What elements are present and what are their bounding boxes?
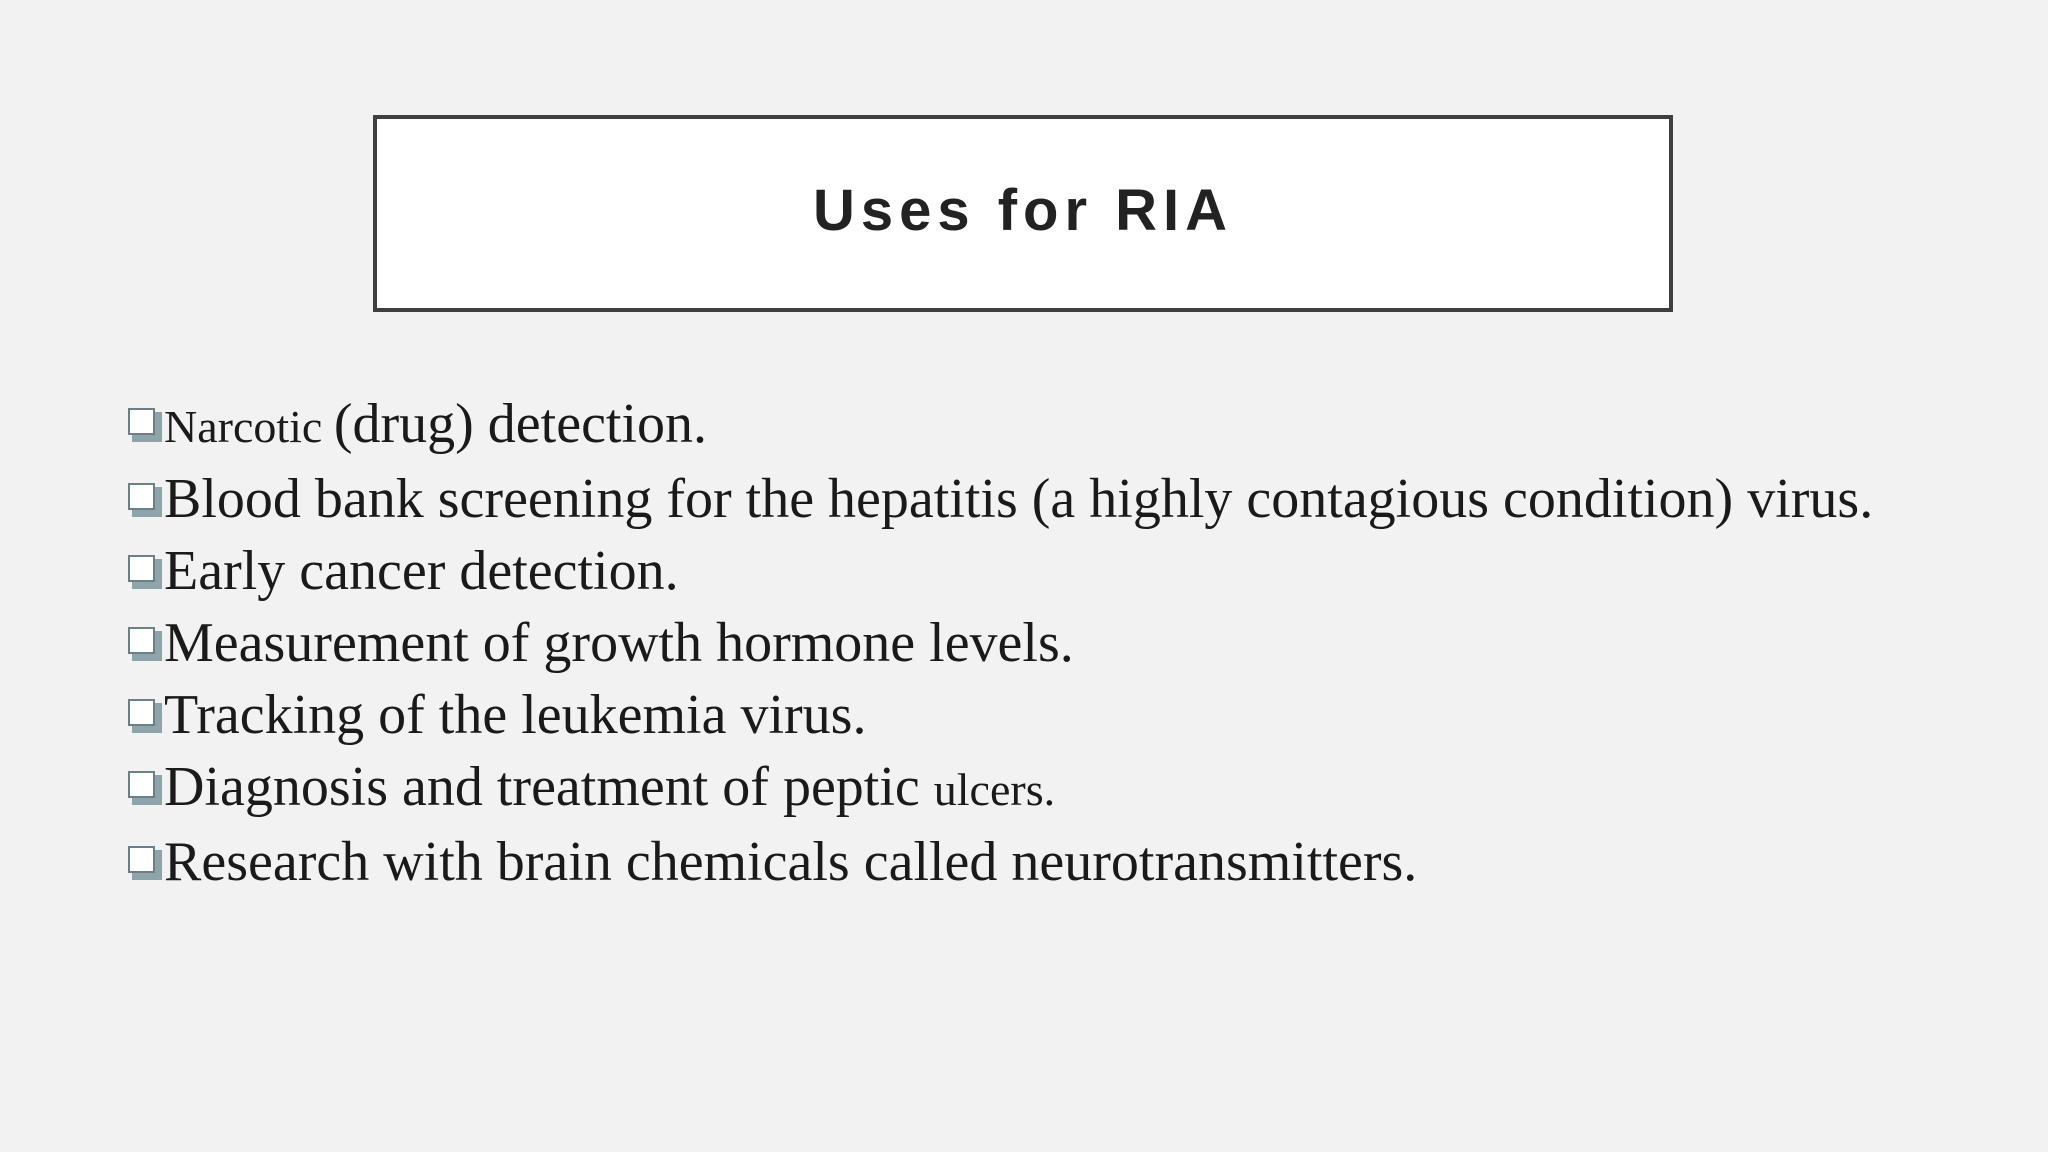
bullet-lead: Narcotic <box>164 401 334 452</box>
checkbox-square-icon <box>128 627 160 659</box>
checkbox-square-icon <box>128 699 160 731</box>
checkbox-square-icon <box>128 483 160 515</box>
bullet-text: Measurement of growth hormone levels. <box>164 612 1074 674</box>
bullet-text: Research with brain chemicals called neurotransmitters. <box>164 831 1418 893</box>
checkbox-square-icon <box>128 555 160 587</box>
list-item <box>128 535 1948 607</box>
bullet-text: (drug) detection. <box>333 393 708 455</box>
title-box <box>373 115 1673 312</box>
checkbox-square-icon <box>128 408 160 440</box>
slide-title: Uses for RIA <box>812 178 1234 243</box>
bullet-text: Tracking of the leukemia virus. <box>164 684 867 746</box>
bullet-text: Diagnosis and treatment of peptic <box>164 756 934 818</box>
checkbox-square-icon <box>128 771 160 803</box>
bullet-text: Blood bank screening for the hepatitis (a highly contagious condition) virus. <box>164 468 1874 530</box>
list-item <box>128 607 1948 679</box>
list-item <box>128 679 1948 751</box>
list-item <box>128 751 1948 826</box>
list-item <box>128 388 1948 463</box>
bullet-tail: ulcers. <box>933 764 1056 815</box>
list-item <box>128 463 1948 535</box>
bullet-text: Early cancer detection. <box>164 540 679 602</box>
bullet-list <box>128 388 1948 898</box>
checkbox-square-icon <box>128 846 160 878</box>
list-item <box>128 826 1948 898</box>
